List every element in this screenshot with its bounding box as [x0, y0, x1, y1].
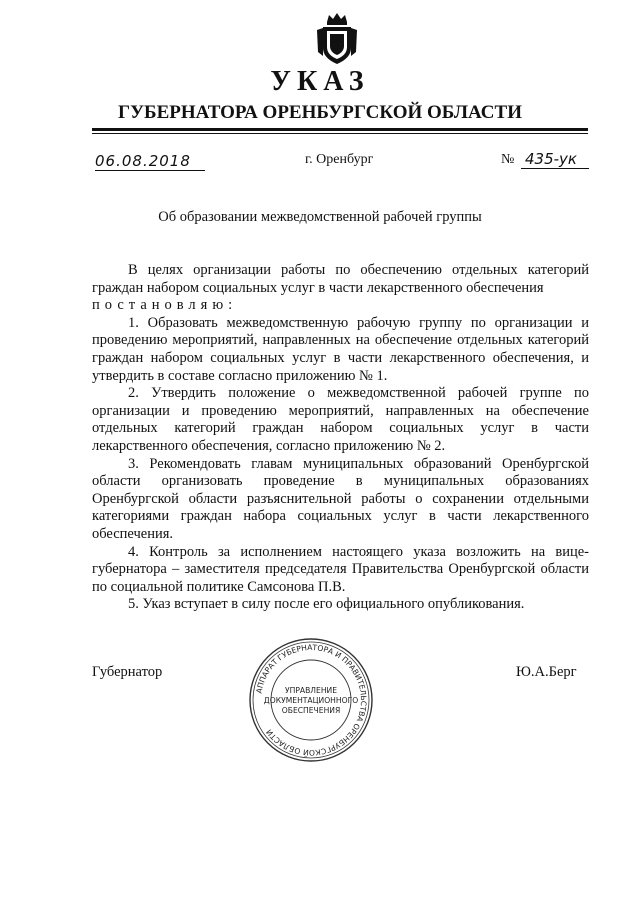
stamp-outer-text: АППАРАТ ГУБЕРНАТОРА И ПРАВИТЕЛЬСТВА ОРЕНБУРГСКОЙ ОБЛАСТИ: [254, 642, 369, 758]
decree-number: 435-ук: [521, 150, 589, 169]
decree-item: 1. Образовать межведомственную рабочую группу по организации и проведению мероприятий, направленных на обеспечение отдельных категорий граждан набором социальных услуг в части лекарственного обеспечения, и утвердить в составе согласно приложению № 1.: [92, 314, 589, 384]
header-divider-thick: [92, 128, 588, 131]
decree-item: 4. Контроль за исполнением настоящего указа возложить на вице-губернатора – заместителя председателя Правительства Оренбургской области по социальной политике Самсонова П.В.: [92, 543, 589, 595]
document-title: УКАЗ: [270, 66, 370, 97]
decree-intro: В целях организации работы по обеспечению отдельных категорий граждан набором социальных услуг в части лекарственного обеспечения: [92, 262, 589, 296]
decree-word: постановляю:: [92, 297, 238, 314]
decree-city: г. Оренбург: [305, 152, 374, 167]
decree-item: 5. Указ вступает в силу после его официального опубликования.: [128, 596, 525, 613]
stamp-inner-line: ДОКУМЕНТАЦИОННОГО: [263, 696, 359, 705]
decree-item: 3. Рекомендовать главам муниципальных образований Оренбургской области организовать проведение в муниципальных образованиях Оренбургской области разъяснительной работы о сохранении отдельными категориями граждан набора социальных услуг в части лекарственного обеспечения.: [92, 455, 589, 542]
decree-item: 2. Утвердить положение о межведомственной рабочей группе по организации и проведению мероприятий, направленных на обеспечение отдельных категорий граждан набором социальных услуг в части лекарственного обеспечения, согласно приложению № 2.: [92, 385, 589, 454]
signatory-role: Губернатор: [92, 664, 163, 680]
decree-subject: Об образовании межведомственной рабочей группы: [158, 209, 482, 225]
decree-body: [92, 262, 589, 614]
stamp-inner-line: ОБЕСПЕЧЕНИЯ: [281, 706, 341, 715]
header-divider-thin: [92, 133, 588, 134]
stamp-inner-line: УПРАВЛЕНИЕ: [284, 686, 338, 695]
signatory-name: Ю.А.Берг: [516, 664, 577, 680]
decree-date: 06.08.2018: [95, 152, 205, 171]
document-subtitle: ГУБЕРНАТОРА ОРЕНБУРГСКОЙ ОБЛАСТИ: [118, 102, 522, 123]
decree-number-label: №: [501, 152, 515, 167]
official-stamp: [247, 636, 375, 764]
coat-of-arms-icon: [315, 12, 359, 66]
